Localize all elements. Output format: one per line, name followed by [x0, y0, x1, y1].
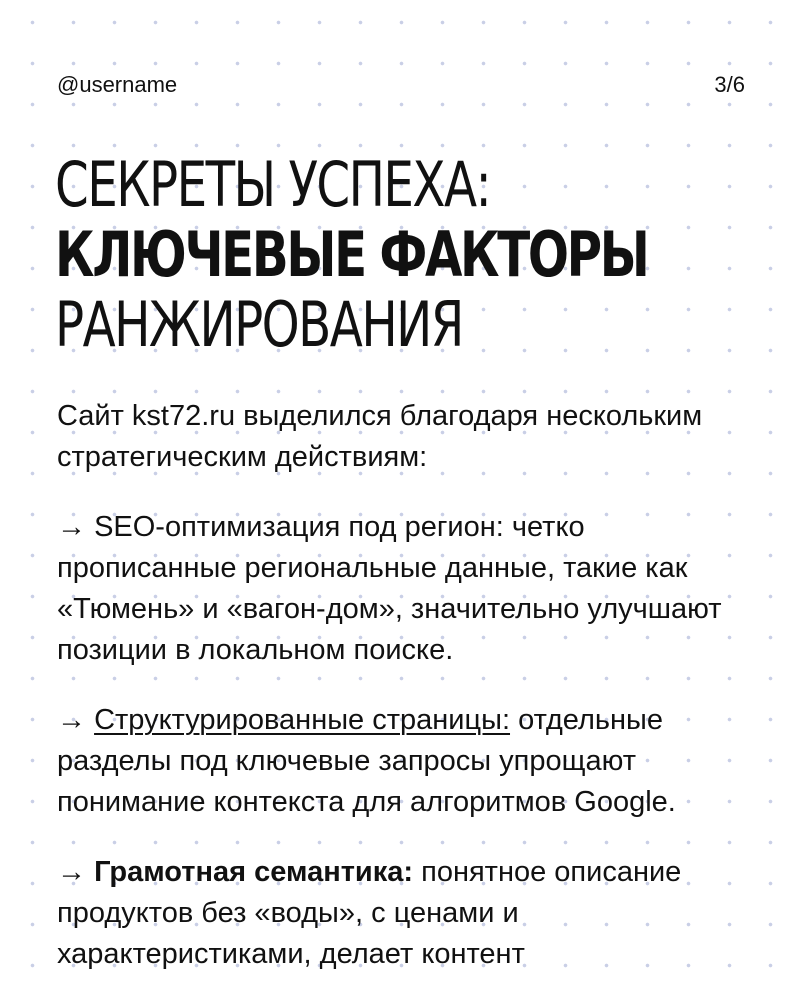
title-line-3: РАНЖИРОВАНИЯ [55, 288, 463, 361]
item-lead: Грамотная семантика: [94, 856, 414, 888]
item-text: отдельные разделы под ключевые запросы упрощают понимание контекста для алгоритмов Google. [57, 704, 676, 818]
item-text: четко прописанные региональные данные, такие как «Тюмень» и «вагон-дом», значительно улучшают позиции в локальном поиске. [57, 511, 722, 666]
page-indicator: 3/6 [714, 72, 745, 97]
arrow-icon: → [57, 511, 86, 543]
list-item [57, 852, 757, 975]
username: @username [57, 72, 178, 97]
title-line-1: СЕКРЕТЫ УСПЕХА: [55, 148, 491, 221]
header [57, 70, 745, 100]
item-lead-link[interactable]: Структурированные страницы: [94, 704, 511, 736]
page-title [55, 150, 648, 360]
title-line-2: КЛЮЧЕВЫЕ ФАКТОРЫ [55, 218, 648, 291]
item-lead: SEO-оптимизация под регион: [94, 511, 504, 543]
list-item [57, 507, 757, 671]
intro-paragraph: Сайт kst72.ru выделился благодаря нескольким стратегическим действиям: [57, 400, 703, 473]
list-item [57, 700, 757, 823]
item-text: понятное описание продуктов без «воды», с ценами и характеристиками, делает контент [57, 856, 682, 970]
arrow-icon: → [57, 856, 86, 888]
body-content [57, 396, 757, 1004]
arrow-icon: → [57, 704, 86, 736]
